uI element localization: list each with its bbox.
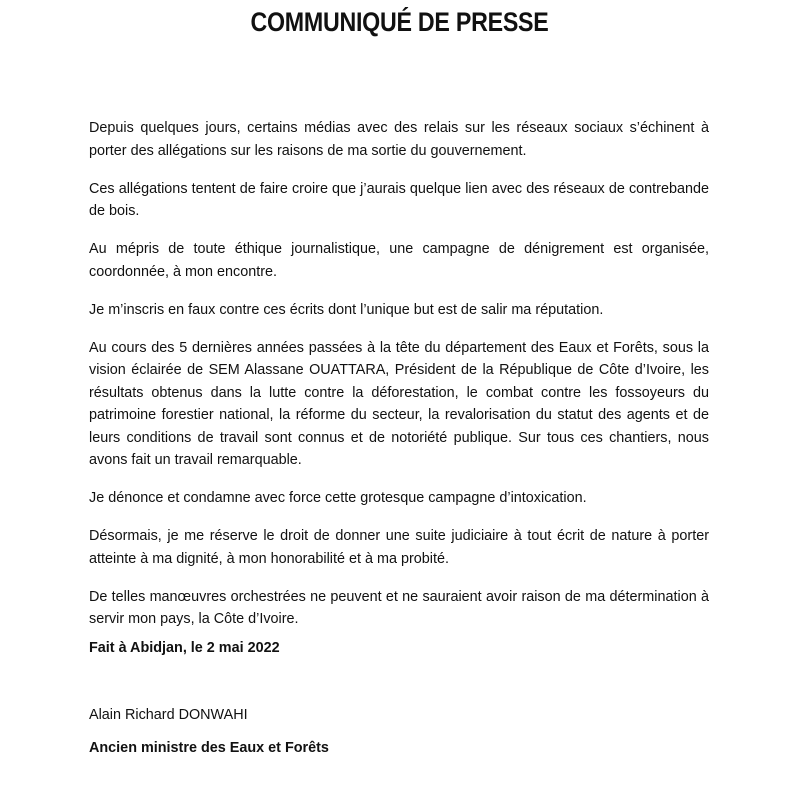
date-line: Fait à Abidjan, le 2 mai 2022 xyxy=(89,640,280,656)
press-release-body xyxy=(89,117,709,646)
paragraph-1: Depuis quelques jours, certains médias avec des relais sur les réseaux sociaux s’échinent à porter des allégations sur les raisons de ma sortie du gouvernement. xyxy=(89,120,709,159)
paragraph-2: Ces allégations tentent de faire croire que j’aurais quelque lien avec des réseaux de contrebande de bois. xyxy=(89,180,709,219)
paragraph-6: Je dénonce et condamne avec force cette grotesque campagne d’intoxication. xyxy=(89,490,587,506)
paragraph-7: Désormais, je me réserve le droit de donner une suite judiciaire à tout écrit de nature à porter atteinte à ma dignité, à mon honorabilité et à ma probité. xyxy=(89,528,709,567)
paragraph-5: Au cours des 5 dernières années passées à la tête du département des Eaux et Forêts, sous la vision éclairée de SEM Alassane OUATTARA, Président de la République de Côte d’Ivoire, les résultats obtenus dans la lutte contre la déforestation, le combat contre les fossoyeurs du patrimoine forestier national, la réforme du secteur, la revalorisation du statut des agents et de leurs conditions de travail sont connus et de notoriété publique. Sur tous ces chantiers, nous avons fait un travail remarquable. xyxy=(89,339,709,468)
paragraph-3: Au mépris de toute éthique journalistique, une campagne de dénigrement est organisée, coordonnée, à mon encontre. xyxy=(89,241,709,280)
signatory-name: Alain Richard DONWAHI xyxy=(89,707,248,723)
page-title: COMMUNIQUÉ DE PRESSE xyxy=(250,7,549,37)
paragraph-8: De telles manœuvres orchestrées ne peuvent et ne sauraient avoir raison de ma détermination à servir mon pays, la Côte d’Ivoire. xyxy=(89,588,709,627)
signatory-title: Ancien ministre des Eaux et Forêts xyxy=(89,740,329,756)
paragraph-4: Je m’inscris en faux contre ces écrits dont l’unique but est de salir ma réputation. xyxy=(89,301,604,318)
